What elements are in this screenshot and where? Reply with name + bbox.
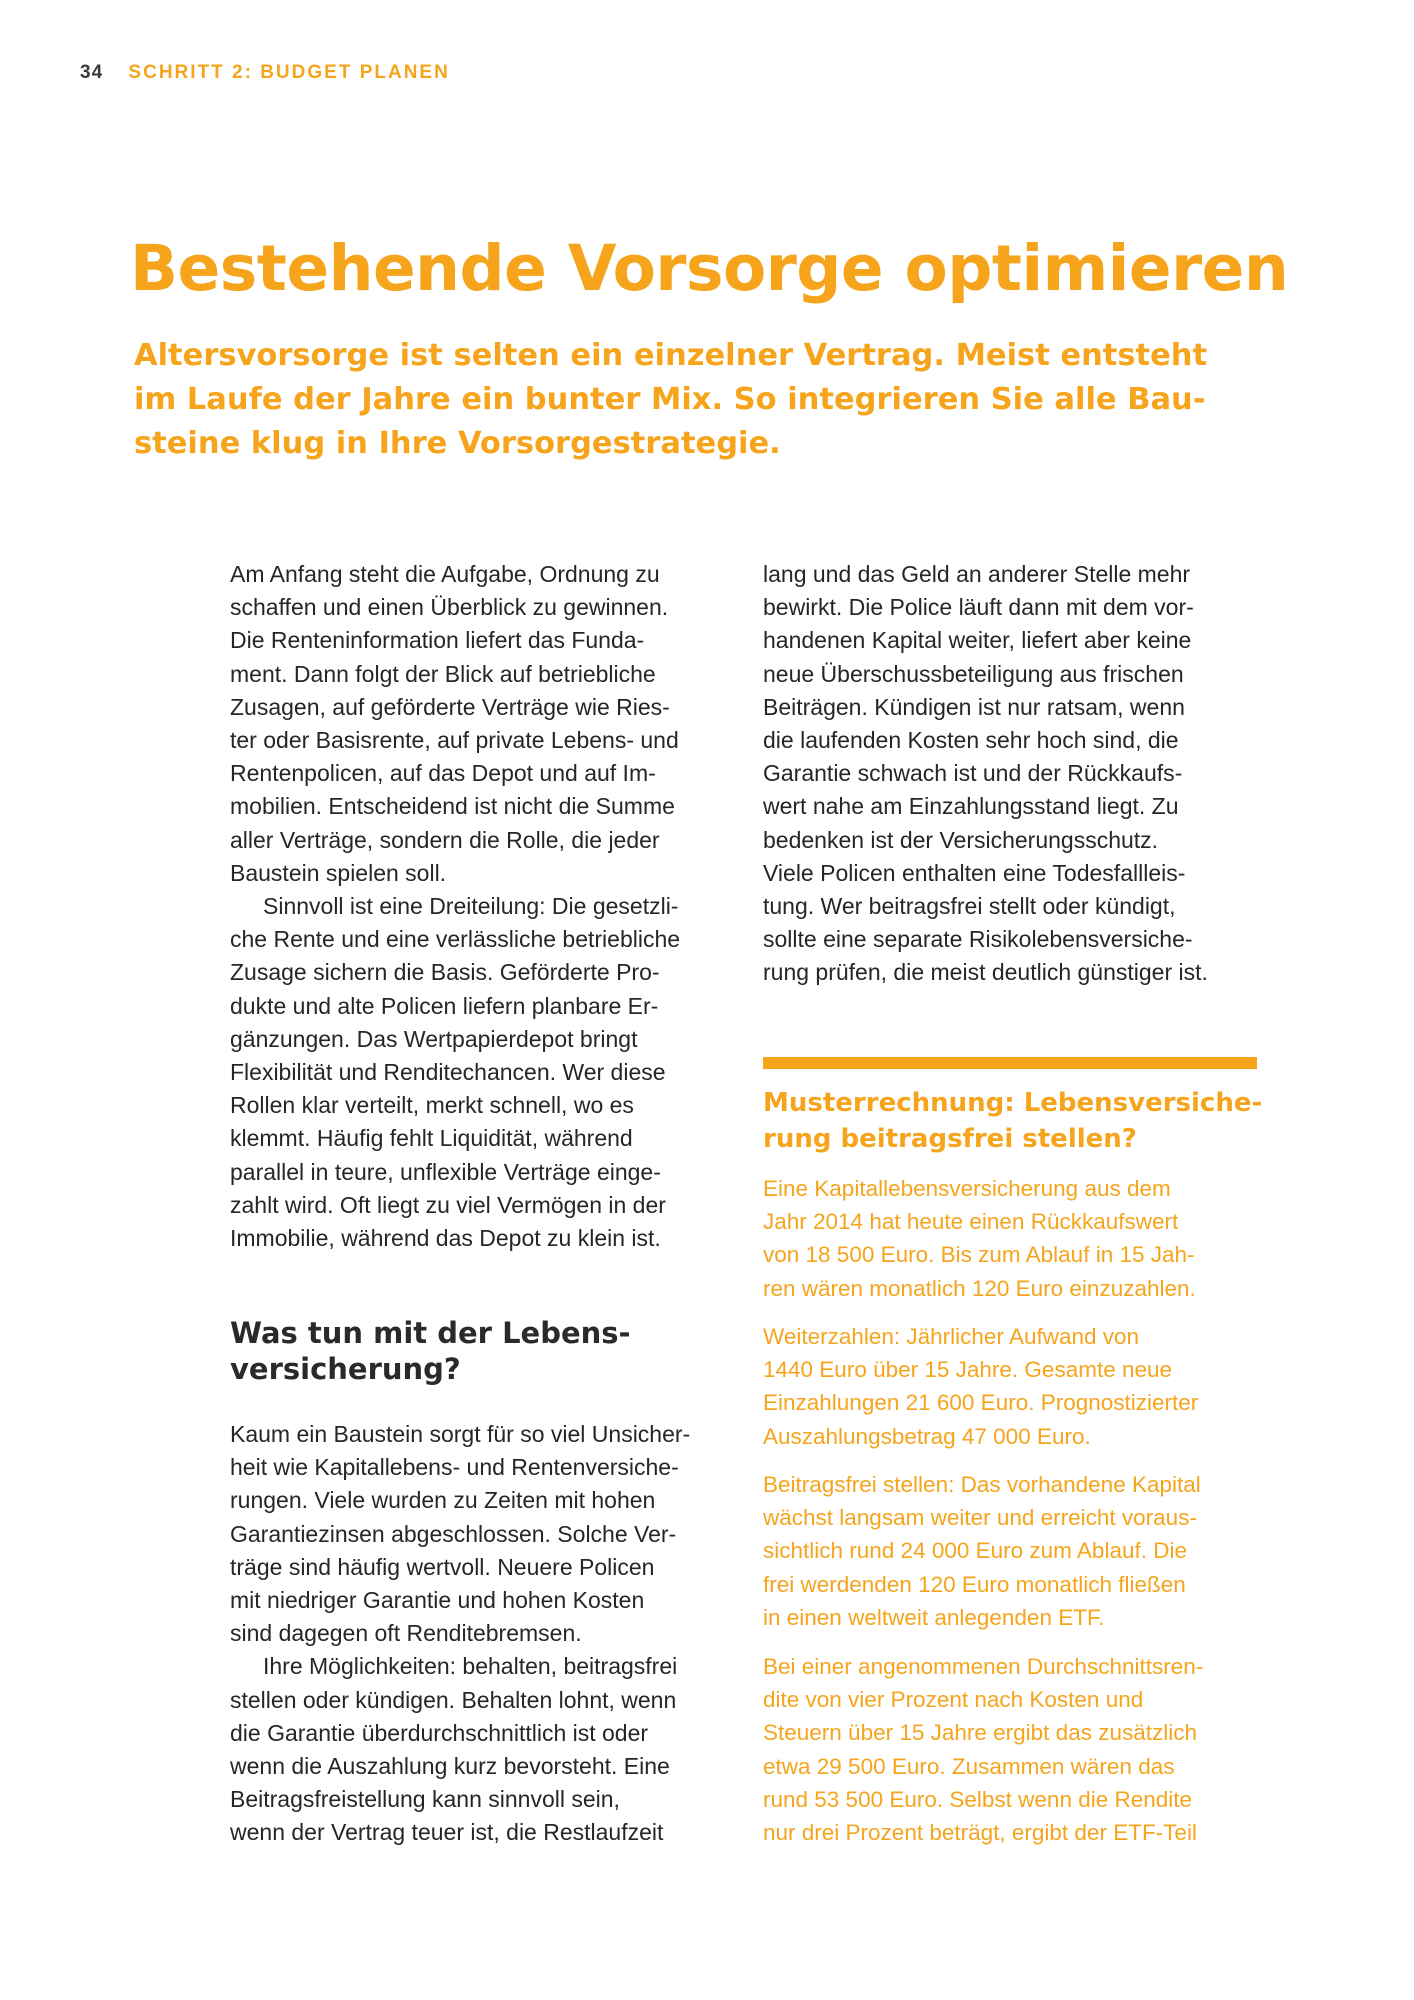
box-heading — [763, 1085, 1262, 1157]
text-line: parallel in teure, unflexible Verträge einge- — [230, 1158, 661, 1185]
text-line: träge sind häufig wertvoll. Neuere Policen — [230, 1553, 655, 1580]
text-line: wenn der Vertrag teuer ist, die Restlaufzeit — [230, 1819, 664, 1846]
text-line: dukte und alte Policen liefern planbare Er- — [230, 992, 659, 1019]
text-line: Garantiezinsen abgeschlossen. Solche Ver- — [230, 1520, 677, 1547]
left-column-body — [230, 558, 750, 1255]
paragraph-overview — [230, 558, 750, 890]
text-line: neue Überschussbeteiligung aus frischen — [763, 660, 1184, 687]
text-line: handenen Kapital weiter, liefert aber keine — [763, 627, 1192, 654]
box-text-line: Weiterzahlen: Jährlicher Aufwand von — [763, 1324, 1140, 1349]
box-text-line: sichtlich rund 24 000 Euro zum Ablauf. Die — [763, 1538, 1187, 1564]
right-column-body — [763, 558, 1273, 990]
box-text-line: Bei einer angenommenen Durchschnittsren- — [763, 1654, 1204, 1679]
left-column-body-2 — [230, 1418, 750, 1850]
box-text-line: in einen weltweit anlegenden ETF. — [763, 1604, 1105, 1630]
box-text-line: wächst langsam weiter und erreicht voraus- — [763, 1505, 1197, 1531]
text-line: che Rente und eine verlässliche betriebliche — [230, 926, 681, 953]
text-line: stellen oder kündigen. Behalten lohnt, wenn — [230, 1686, 677, 1713]
box-paragraph-premium-free — [763, 1468, 1263, 1634]
text-line: Baustein spielen soll. — [230, 859, 447, 886]
text-line: Beitragsfreistellung kann sinnvoll sein, — [230, 1786, 620, 1813]
text-line: mobilien. Entscheidend ist nicht die Summe — [230, 793, 675, 820]
box-text-line: Einzahlungen 21 600 Euro. Prognostizierter — [763, 1390, 1199, 1416]
lead-paragraph — [134, 334, 1208, 466]
box-text-line: etwa 29 500 Euro. Zusammen wären das — [763, 1753, 1175, 1779]
page-number: 34 — [80, 62, 104, 83]
running-head — [80, 62, 450, 84]
box-text-line: rund 53 500 Euro. Selbst wenn die Rendite — [763, 1786, 1193, 1812]
subheading-line: versicherung? — [230, 1352, 461, 1386]
section-label: SCHRITT 2: BUDGET PLANEN — [128, 62, 450, 83]
text-line: ment. Dann folgt der Blick auf betriebliche — [230, 660, 656, 687]
text-line: Zusagen, auf geförderte Verträge wie Ries- — [230, 693, 670, 720]
text-line: Flexibilität und Renditechancen. Wer diese — [230, 1059, 666, 1086]
text-line: gänzungen. Das Wertpapierdepot bringt — [230, 1025, 638, 1052]
subheading-life-insurance — [230, 1315, 631, 1387]
box-text-line: nur drei Prozent beträgt, ergibt der ETF-Teil — [763, 1820, 1197, 1846]
text-line: Viele Policen enthalten eine Todesfallleis- — [763, 859, 1186, 886]
lead-line: Altersvorsorge ist selten ein einzelner Vertrag. Meist entsteht — [134, 338, 1208, 373]
text-line: Rentenpolicen, auf das Depot und auf Im- — [230, 760, 656, 787]
text-line: tung. Wer beitragsfrei stellt oder kündigt, — [763, 893, 1176, 920]
text-line: rung prüfen, die meist deutlich günstiger ist. — [763, 959, 1208, 986]
text-line: wenn die Auszahlung kurz bevorsteht. Eine — [230, 1753, 670, 1780]
text-line: Am Anfang steht die Aufgabe, Ordnung zu — [230, 561, 660, 587]
text-line: mit niedriger Garantie und hohen Kosten — [230, 1587, 645, 1614]
page-title: Bestehende Vorsorge optimieren — [130, 232, 1289, 305]
subheading-line: Was tun mit der Lebens- — [230, 1316, 631, 1350]
paragraph-uncertainty — [230, 1418, 750, 1650]
box-text-line: dite von vier Prozent nach Kosten und — [763, 1687, 1144, 1713]
text-line: zahlt wird. Oft liegt zu viel Vermögen in der — [230, 1191, 666, 1218]
box-text-line: von 18 500 Euro. Bis zum Ablauf in 15 Jah- — [763, 1242, 1195, 1268]
box-text-line: Steuern über 15 Jahre ergibt das zusätzlich — [763, 1720, 1198, 1746]
text-line: wert nahe am Einzahlungsstand liegt. Zu — [763, 793, 1179, 820]
box-text-line: 1440 Euro über 15 Jahre. Gesamte neue — [763, 1357, 1173, 1383]
text-line: ter oder Basisrente, auf private Lebens- und — [230, 727, 679, 754]
text-line: heit wie Kapitallebens- und Rentenversiche- — [230, 1454, 679, 1481]
text-line: bewirkt. Die Police läuft dann mit dem vor- — [763, 594, 1194, 621]
box-text-line: frei werdenden 120 Euro monatlich fließen — [763, 1571, 1186, 1597]
text-line: bedenken ist der Versicherungsschutz. — [763, 826, 1159, 853]
text-line: die Garantie überdurchschnittlich ist oder — [230, 1719, 649, 1746]
text-line: Immobilie, während das Depot zu klein ist. — [230, 1225, 661, 1252]
text-line: Kaum ein Baustein sorgt für so viel Unsicher- — [230, 1421, 691, 1447]
text-line: Beiträgen. Kündigen ist nur ratsam, wenn — [763, 693, 1185, 720]
text-line: aller Verträge, sondern die Rolle, die jeder — [230, 826, 660, 853]
box-text-line: Beitragsfrei stellen: Das vorhandene Kapital — [763, 1472, 1201, 1497]
box-heading-line: Musterrechnung: Lebensversiche- — [763, 1088, 1263, 1118]
box-text-line: Auszahlungsbetrag 47 000 Euro. — [763, 1423, 1091, 1449]
text-line: Ihre Möglichkeiten: behalten, beitragsfrei — [263, 1653, 678, 1680]
text-line: sollte eine separate Risikolebensversiche- — [763, 926, 1193, 953]
box-paragraph-continue-paying — [763, 1320, 1263, 1453]
paragraph-three-part — [230, 890, 750, 1255]
box-text-line: ren wären monatlich 120 Euro einzuzahlen. — [763, 1275, 1196, 1301]
text-line: sind dagegen oft Renditebremsen. — [230, 1620, 582, 1647]
box-paragraph-return — [763, 1650, 1263, 1849]
text-line: Rollen klar verteilt, merkt schnell, wo es — [230, 1092, 634, 1119]
text-line: klemmt. Häufig fehlt Liquidität, während — [230, 1125, 633, 1152]
lead-line: steine klug in Ihre Vorsorgestrategie. — [134, 426, 781, 461]
text-line: lang und das Geld an anderer Stelle mehr — [763, 561, 1191, 587]
text-line: Sinnvoll ist eine Dreiteilung: Die gesetzli- — [263, 893, 679, 920]
text-line: Die Renteninformation liefert das Funda- — [230, 627, 645, 654]
box-accent-bar — [763, 1057, 1257, 1069]
text-line: schaffen und einen Überblick zu gewinnen. — [230, 594, 669, 621]
paragraph-options — [230, 1650, 750, 1849]
text-line: die laufenden Kosten sehr hoch sind, die — [763, 727, 1179, 754]
box-paragraph-scenario — [763, 1172, 1263, 1305]
lead-line: im Laufe der Jahre ein bunter Mix. So integrieren Sie alle Bau- — [134, 382, 1206, 417]
box-text-line: Jahr 2014 hat heute einen Rückkaufswert — [763, 1209, 1179, 1235]
box-heading-line: rung beitragsfrei stellen? — [763, 1124, 1137, 1154]
paragraph-continuation — [763, 558, 1273, 990]
text-line: Garantie schwach ist und der Rückkaufs- — [763, 760, 1183, 787]
box-text-line: Eine Kapitallebensversicherung aus dem — [763, 1176, 1171, 1201]
text-line: rungen. Viele wurden zu Zeiten mit hohen — [230, 1487, 656, 1514]
text-line: Zusage sichern die Basis. Geförderte Pro- — [230, 959, 660, 986]
